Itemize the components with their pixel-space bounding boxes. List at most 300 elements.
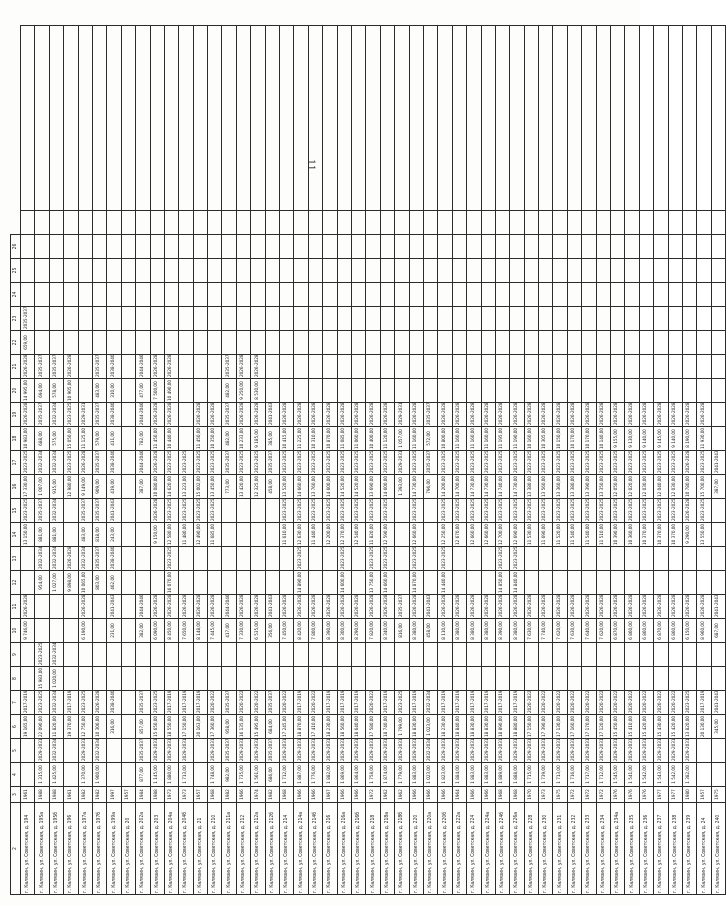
- value-cell: 2026-2028: [582, 403, 596, 427]
- value-cell: [251, 235, 265, 259]
- value-cell: [308, 571, 322, 595]
- value-cell: 382,00: [136, 619, 150, 643]
- value-cell: 2029-2031: [395, 403, 409, 427]
- value-cell: 14 700,00: [452, 475, 466, 499]
- value-cell: [380, 235, 394, 259]
- value-cell: [582, 26, 596, 211]
- value-cell: [193, 307, 207, 331]
- value-cell: [366, 667, 380, 691]
- value-cell: [280, 355, 294, 379]
- value-cell: 2026-2028: [467, 403, 481, 427]
- value-cell: 2029-2031: [467, 739, 481, 763]
- value-cell: 8 190,00: [682, 427, 696, 451]
- value-cell: 12 370,00: [337, 523, 351, 547]
- year-cell: 1982: [78, 787, 92, 803]
- value-cell: [107, 283, 121, 307]
- value-cell: [423, 259, 437, 283]
- value-cell: 1 382,00: [682, 763, 696, 787]
- value-cell: 1 882,00: [323, 763, 337, 787]
- value-cell: [639, 547, 653, 571]
- value-cell: [524, 667, 538, 691]
- value-cell: [193, 259, 207, 283]
- value-cell: 2020-2022: [208, 691, 222, 715]
- value-cell: 1 057,00: [395, 427, 409, 451]
- value-cell: 14 520,00: [351, 475, 365, 499]
- value-cell: [150, 26, 164, 211]
- value-cell: [524, 235, 538, 259]
- value-cell: [49, 619, 63, 643]
- value-cell: [510, 379, 524, 403]
- value-cell: 2017-2019: [452, 691, 466, 715]
- value-cell: 316,00: [107, 715, 121, 739]
- value-cell: [467, 211, 481, 235]
- value-cell: [639, 643, 653, 667]
- value-cell: [280, 259, 294, 283]
- value-cell: 2035-2037: [49, 355, 63, 379]
- value-cell: 8 148,00: [193, 619, 207, 643]
- year-cell: 1966: [438, 787, 452, 803]
- value-cell: [294, 643, 308, 667]
- value-cell: 2023-2025: [395, 691, 409, 715]
- value-cell: [136, 307, 150, 331]
- value-cell: 2017-2019: [438, 691, 452, 715]
- value-cell: 1 315,00: [35, 763, 49, 787]
- value-cell: 14 660,00: [380, 571, 394, 595]
- value-cell: [121, 763, 135, 787]
- value-cell: [208, 331, 222, 355]
- value-cell: [208, 571, 222, 595]
- value-cell: 694,00: [35, 379, 49, 403]
- value-cell: [481, 643, 495, 667]
- value-cell: 2026-2028: [64, 547, 78, 571]
- value-cell: [467, 307, 481, 331]
- value-cell: [150, 331, 164, 355]
- value-cell: [121, 307, 135, 331]
- value-cell: 2026-2028: [21, 403, 35, 427]
- value-cell: 10 170,00: [567, 427, 581, 451]
- value-cell: [611, 547, 625, 571]
- value-cell: [64, 26, 78, 211]
- value-cell: [668, 331, 682, 355]
- value-cell: [265, 379, 279, 403]
- value-cell: [136, 571, 150, 595]
- value-cell: 2026-2028: [150, 499, 164, 523]
- value-cell: [208, 26, 222, 211]
- value-cell: [308, 331, 322, 355]
- table-row: [611, 26, 625, 895]
- value-cell: 2023-2025: [495, 451, 509, 475]
- value-cell: 2026-2028: [366, 403, 380, 427]
- value-cell: 2023-2025: [35, 691, 49, 715]
- table-row: [49, 26, 63, 895]
- value-cell: 2032-2034: [92, 739, 106, 763]
- value-cell: [438, 283, 452, 307]
- value-cell: 2023-2025: [351, 499, 365, 523]
- value-cell: 2029-2031: [524, 739, 538, 763]
- value-cell: [280, 571, 294, 595]
- value-cell: [179, 235, 193, 259]
- value-cell: [582, 547, 596, 571]
- value-cell: 2026-2028: [495, 595, 509, 619]
- column-number-header: 8: [11, 667, 21, 691]
- value-cell: [467, 355, 481, 379]
- value-cell: [711, 26, 725, 211]
- value-cell: [121, 571, 135, 595]
- value-cell: 1 712,00: [280, 763, 294, 787]
- value-cell: [697, 307, 711, 331]
- value-cell: [654, 331, 668, 355]
- value-cell: [35, 283, 49, 307]
- value-cell: 2017-2019: [179, 691, 193, 715]
- value-cell: [524, 355, 538, 379]
- value-cell: 11 225,00: [294, 427, 308, 451]
- value-cell: [251, 643, 265, 667]
- value-cell: [305, 26, 322, 211]
- value-cell: 9 130,00: [625, 427, 639, 451]
- value-cell: [625, 307, 639, 331]
- value-cell: [49, 259, 63, 283]
- value-cell: 2023-2025: [294, 451, 308, 475]
- value-cell: [164, 643, 178, 667]
- value-cell: [21, 667, 35, 691]
- value-cell: 2044-2046: [136, 451, 150, 475]
- value-cell: 2023-2025: [438, 499, 452, 523]
- value-cell: [380, 379, 394, 403]
- value-cell: 2029-2031: [567, 739, 581, 763]
- value-cell: 10 490,00: [164, 379, 178, 403]
- column-number-header: 23: [11, 307, 21, 331]
- value-cell: 982,00: [222, 763, 236, 787]
- value-cell: [495, 283, 509, 307]
- value-cell: 2032-2034: [423, 739, 437, 763]
- table-row: [179, 26, 193, 895]
- value-cell: [21, 643, 35, 667]
- value-cell: 2026-2028: [308, 403, 322, 427]
- value-cell: 14 890,00: [294, 571, 308, 595]
- value-cell: [92, 26, 106, 211]
- value-cell: [78, 667, 92, 691]
- value-cell: 9 155,00: [611, 427, 625, 451]
- value-cell: 2026-2028: [78, 595, 92, 619]
- value-cell: 14 620,00: [164, 475, 178, 499]
- value-cell: 2023-2025: [567, 451, 581, 475]
- value-cell: [611, 643, 625, 667]
- value-cell: [236, 643, 250, 667]
- column-number-header: 12: [11, 571, 21, 595]
- value-cell: 803,00: [92, 571, 106, 595]
- year-cell: 1988: [35, 787, 49, 803]
- value-cell: [92, 283, 106, 307]
- value-cell: [193, 571, 207, 595]
- value-cell: 15 420,00: [639, 715, 653, 739]
- value-cell: 17 360,00: [208, 715, 222, 739]
- column-number-header: 17: [11, 451, 21, 475]
- address-cell: г. Калязин, ул. Советская, д. 212а: [251, 803, 265, 895]
- value-cell: 2026-2028: [366, 595, 380, 619]
- table-row: [654, 26, 668, 895]
- value-cell: 2023-2025: [510, 451, 524, 475]
- value-cell: [107, 667, 121, 691]
- value-cell: 10 310,00: [308, 427, 322, 451]
- year-cell: 1966: [409, 787, 423, 803]
- value-cell: 13 520,00: [280, 475, 294, 499]
- value-cell: [481, 211, 495, 235]
- value-cell: [567, 379, 581, 403]
- value-cell: [625, 259, 639, 283]
- value-cell: 2026-2028: [323, 403, 337, 427]
- value-cell: 10 140,00: [596, 427, 610, 451]
- value-cell: 11 450,00: [193, 427, 207, 451]
- address-cell: г. Калязин, ул. Советская, д. 199а: [107, 803, 121, 895]
- value-cell: [596, 211, 610, 235]
- value-cell: 11 820,00: [49, 715, 63, 739]
- value-cell: [92, 595, 106, 619]
- table-row: [481, 26, 495, 895]
- table-row: [409, 26, 423, 895]
- value-cell: 2026-2028: [150, 451, 164, 475]
- value-cell: 2035-2037: [265, 739, 279, 763]
- value-cell: [64, 283, 78, 307]
- value-cell: [265, 331, 279, 355]
- year-cell: 1966: [351, 787, 365, 803]
- value-cell: [452, 259, 466, 283]
- value-cell: [582, 259, 596, 283]
- value-cell: [222, 331, 236, 355]
- value-cell: [654, 259, 668, 283]
- value-cell: 1 027,00: [49, 571, 63, 595]
- value-cell: 1 799,00: [395, 715, 409, 739]
- year-cell: 1966: [294, 787, 308, 803]
- value-cell: [222, 547, 236, 571]
- value-cell: [625, 379, 639, 403]
- value-cell: 782,00: [136, 427, 150, 451]
- value-cell: 816,00: [395, 619, 409, 643]
- value-cell: [668, 571, 682, 595]
- value-cell: 1 883,00: [481, 763, 495, 787]
- value-cell: [64, 667, 78, 691]
- value-cell: 10 170,00: [582, 427, 596, 451]
- year-cell: 1972: [567, 787, 581, 803]
- year-cell: 1988: [150, 787, 164, 803]
- value-cell: [64, 763, 78, 787]
- value-cell: [193, 739, 207, 763]
- value-cell: [236, 283, 250, 307]
- value-cell: [236, 26, 250, 211]
- value-cell: [222, 283, 236, 307]
- value-cell: 12 690,00: [510, 523, 524, 547]
- value-cell: [323, 259, 337, 283]
- value-cell: 1 712,00: [596, 763, 610, 787]
- value-cell: 11 690,00: [539, 523, 553, 547]
- value-cell: [611, 355, 625, 379]
- value-cell: 2026-2028: [193, 403, 207, 427]
- value-cell: [553, 331, 567, 355]
- column-number-header: 11: [11, 595, 21, 619]
- value-cell: [639, 379, 653, 403]
- value-cell: 16 070,00: [164, 571, 178, 595]
- value-cell: 773,00: [222, 475, 236, 499]
- value-cell: 2041-2043: [107, 595, 121, 619]
- value-cell: [524, 379, 538, 403]
- value-cell: [596, 259, 610, 283]
- value-cell: 11 160,00: [409, 427, 423, 451]
- value-cell: [179, 427, 193, 451]
- value-cell: [251, 331, 265, 355]
- value-cell: [21, 235, 35, 259]
- value-cell: [553, 235, 567, 259]
- value-cell: 2017-2019: [351, 691, 365, 715]
- value-cell: 1 883,00: [467, 763, 481, 787]
- value-cell: [395, 283, 409, 307]
- value-cell: [625, 331, 639, 355]
- value-cell: 2026-2028: [596, 595, 610, 619]
- value-cell: [625, 547, 639, 571]
- value-cell: [539, 547, 553, 571]
- value-cell: [481, 571, 495, 595]
- value-cell: [539, 379, 553, 403]
- value-cell: 462,00: [107, 571, 121, 595]
- value-cell: 2026-2028: [567, 403, 581, 427]
- value-cell: [524, 547, 538, 571]
- value-cell: [481, 355, 495, 379]
- value-cell: 2023-2025: [582, 451, 596, 475]
- value-cell: 2035-2037: [92, 547, 106, 571]
- value-cell: [682, 379, 696, 403]
- table-row: [236, 26, 250, 895]
- value-cell: [553, 547, 567, 571]
- value-cell: [208, 379, 222, 403]
- value-cell: 6 860,00: [639, 619, 653, 643]
- value-cell: [380, 211, 394, 235]
- table-row: [265, 26, 279, 895]
- value-cell: [64, 523, 78, 547]
- value-cell: 1 900,00: [92, 763, 106, 787]
- address-cell: г. Калязин, ул. Советская, д. 233: [582, 803, 596, 895]
- value-cell: [280, 307, 294, 331]
- year-cell: 1972: [596, 787, 610, 803]
- value-cell: 2023-2025: [366, 451, 380, 475]
- value-cell: [452, 547, 466, 571]
- value-cell: [467, 667, 481, 691]
- year-cell: 1964: [452, 787, 466, 803]
- value-cell: 954,00: [35, 571, 49, 595]
- value-cell: 15 700,00: [697, 475, 711, 499]
- value-cell: 2029-2031: [251, 739, 265, 763]
- value-cell: [265, 643, 279, 667]
- value-cell: [222, 499, 236, 523]
- address-cell: г. Калязин, ул. Советская, д. 236: [639, 803, 653, 895]
- value-cell: [150, 667, 164, 691]
- value-cell: [121, 547, 135, 571]
- value-cell: 2023-2025: [280, 499, 294, 523]
- value-cell: 17 330,00: [21, 475, 35, 499]
- value-cell: [395, 355, 409, 379]
- value-cell: [495, 235, 509, 259]
- value-cell: [668, 26, 682, 211]
- address-cell: г. Калязин, ул. Советская, д. 234а: [611, 803, 625, 895]
- value-cell: [539, 259, 553, 283]
- address-cell: г. Калязин, ул. Советская, д. 220б: [438, 803, 452, 895]
- value-cell: 2032-2034: [78, 547, 92, 571]
- value-cell: 2017-2019: [495, 691, 509, 715]
- value-cell: [222, 667, 236, 691]
- value-cell: 14 730,00: [481, 475, 495, 499]
- value-cell: 11 440,00: [308, 523, 322, 547]
- value-cell: 18 870,00: [294, 715, 308, 739]
- value-cell: [21, 211, 35, 235]
- value-cell: [208, 211, 222, 235]
- table-row: [280, 26, 294, 895]
- value-cell: 1 748,00: [208, 763, 222, 787]
- value-cell: 2026-2028: [208, 595, 222, 619]
- value-cell: 2026-2028: [150, 403, 164, 427]
- value-cell: [654, 355, 668, 379]
- value-cell: 2026-2028: [438, 403, 452, 427]
- value-cell: 2026-2028: [294, 403, 308, 427]
- value-cell: 18 830,00: [481, 715, 495, 739]
- value-cell: 12 540,00: [351, 523, 365, 547]
- value-cell: [280, 235, 294, 259]
- value-cell: [697, 235, 711, 259]
- value-cell: 22 090,00: [35, 715, 49, 739]
- value-cell: 2023-2025: [64, 451, 78, 475]
- value-cell: 2032-2034: [35, 547, 49, 571]
- value-cell: [481, 379, 495, 403]
- value-cell: [121, 667, 135, 691]
- column-number-header: 14: [11, 523, 21, 547]
- value-cell: [625, 355, 639, 379]
- value-cell: 417,00: [222, 619, 236, 643]
- value-cell: 2026-2028: [611, 595, 625, 619]
- value-cell: [294, 26, 308, 211]
- address-cell: г. Калязин, ул. Советская, д. 230: [539, 803, 553, 895]
- value-cell: 2038-2040: [107, 355, 121, 379]
- column-number-header: 18: [11, 427, 21, 451]
- table-row: [380, 26, 394, 895]
- value-cell: 11 450,00: [150, 427, 164, 451]
- value-cell: 2023-2025: [452, 499, 466, 523]
- value-cell: 2023-2025: [337, 547, 351, 571]
- value-cell: [251, 667, 265, 691]
- value-cell: 2041-2043: [711, 451, 725, 475]
- value-cell: [323, 211, 337, 235]
- value-cell: [294, 379, 308, 403]
- value-cell: [395, 235, 409, 259]
- value-cell: 10 160,00: [524, 427, 538, 451]
- value-cell: [639, 235, 653, 259]
- value-cell: 13 380,00: [524, 475, 538, 499]
- column-number-header: 20: [11, 379, 21, 403]
- value-cell: 2023-2025: [611, 451, 625, 475]
- value-cell: [366, 379, 380, 403]
- value-cell: 2017-2019: [64, 691, 78, 715]
- value-cell: [35, 235, 49, 259]
- value-cell: [251, 523, 265, 547]
- value-cell: [64, 259, 78, 283]
- value-cell: [208, 259, 222, 283]
- value-cell: 2023-2025: [208, 451, 222, 475]
- year-cell: 1966: [308, 787, 322, 803]
- value-cell: 1 541,00: [625, 763, 639, 787]
- value-cell: [567, 667, 581, 691]
- value-cell: [323, 283, 337, 307]
- value-cell: [280, 283, 294, 307]
- value-cell: [596, 26, 610, 211]
- value-cell: 2026-2028: [21, 355, 35, 379]
- value-cell: 2017-2019: [510, 691, 524, 715]
- value-cell: [510, 235, 524, 259]
- value-cell: [467, 643, 481, 667]
